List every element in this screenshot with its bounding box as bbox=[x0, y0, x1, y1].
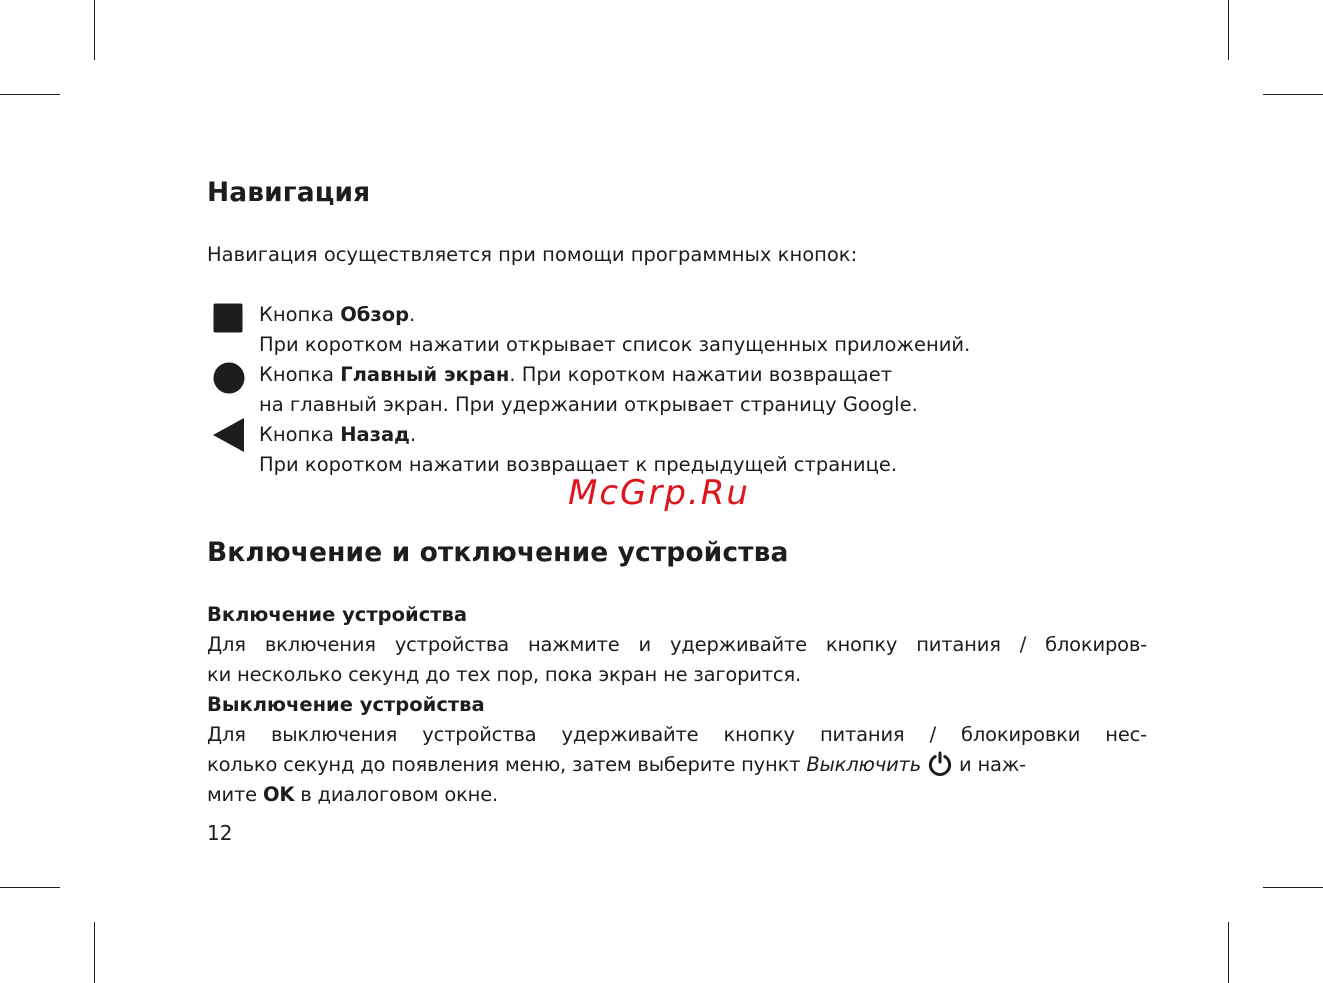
watermark: McGrp.Ru bbox=[568, 473, 750, 513]
recents-button-detail: При коротком нажатии открывает список запущенных приложений. bbox=[259, 333, 971, 356]
crop-mark-bottom-right-horizontal bbox=[1263, 887, 1323, 888]
recents-button-prefix: Кнопка bbox=[259, 303, 341, 326]
crop-mark-bottom-left-horizontal bbox=[0, 887, 60, 888]
power-on-line-1: Для включения устройства нажмите и удерживайте кнопку питания / блокиров- bbox=[207, 633, 1147, 656]
recents-button-name: Обзор bbox=[340, 303, 410, 326]
crop-mark-top-left-vertical bbox=[94, 0, 95, 60]
back-button-name: Назад bbox=[340, 423, 410, 446]
power-off-line-1: Для выключения устройства удерживайте кнопку питания / блокировки нес- bbox=[207, 723, 1147, 746]
crop-mark-top-right-vertical bbox=[1228, 0, 1229, 60]
power-heading: Включение и отключение устройства bbox=[207, 537, 789, 568]
power-off-line-2-start: колько секунд до появления меню, затем выберите пункт bbox=[207, 753, 807, 776]
back-button-description bbox=[259, 420, 897, 480]
power-on-text bbox=[207, 630, 1147, 690]
circle-home-icon bbox=[213, 362, 245, 394]
crop-mark-bottom-left-vertical bbox=[94, 922, 95, 983]
recents-button-description bbox=[259, 300, 970, 360]
power-on-heading: Включение устройства bbox=[207, 603, 468, 626]
page-number: 12 bbox=[207, 821, 233, 845]
back-button-suffix: . bbox=[409, 423, 417, 446]
home-button-detail: на главный экран. При удержании открывает страницу Google. bbox=[259, 393, 918, 416]
recents-button-suffix: . bbox=[409, 303, 416, 326]
square-recents-icon bbox=[213, 303, 243, 333]
home-button-description bbox=[259, 360, 918, 420]
triangle-back-icon bbox=[213, 418, 244, 452]
home-button-suffix: . При коротком нажатии возвращает bbox=[509, 363, 893, 386]
navigation-heading: Навигация bbox=[207, 177, 371, 208]
crop-mark-top-right-horizontal bbox=[1263, 94, 1323, 95]
power-off-heading: Выключение устройства bbox=[207, 693, 485, 716]
ok-label: OK bbox=[262, 783, 295, 806]
power-off-line-3 bbox=[207, 780, 1147, 810]
back-button-detail: При коротком нажатии возвращает к предыдущей странице. bbox=[259, 453, 898, 476]
power-icon bbox=[927, 751, 953, 777]
navigation-intro: Навигация осуществляется при помощи программных кнопок: bbox=[207, 243, 858, 266]
power-off-line-3-start: мите bbox=[207, 783, 263, 806]
power-off-text bbox=[207, 720, 1147, 810]
home-button-name: Главный экран bbox=[340, 363, 510, 386]
crop-mark-bottom-right-vertical bbox=[1228, 922, 1229, 983]
power-off-line-3-end: в диалоговом окне. bbox=[294, 783, 498, 806]
power-off-line-2-end: и наж- bbox=[953, 753, 1026, 776]
crop-mark-top-left-horizontal bbox=[0, 94, 60, 95]
power-off-option-name: Выключить bbox=[806, 753, 921, 776]
power-off-line-2 bbox=[207, 750, 1147, 780]
home-button-prefix: Кнопка bbox=[259, 363, 341, 386]
power-on-line-2: ки несколько секунд до тех пор, пока экран не загорится. bbox=[207, 663, 801, 686]
back-button-prefix: Кнопка bbox=[259, 423, 341, 446]
